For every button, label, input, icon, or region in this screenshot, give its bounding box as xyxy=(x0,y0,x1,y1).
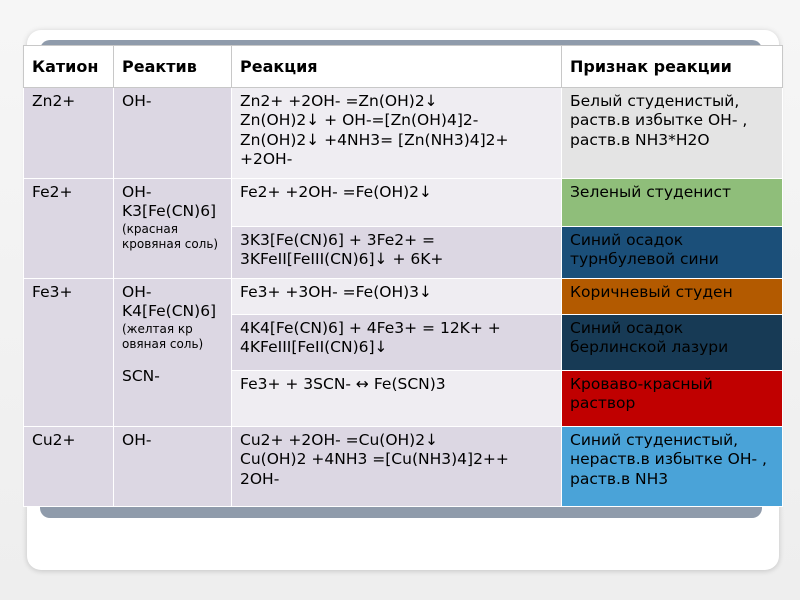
sign-text: Зеленый студенист xyxy=(570,183,732,201)
reaction-line: 4K4[Fe(CN)6] + 4Fe3+ = 12K+ + 4KFeIII[FeII(CN)6]↓ xyxy=(240,319,501,357)
sign-cell xyxy=(562,371,783,427)
cation-cell xyxy=(24,88,114,179)
reaction-cell xyxy=(232,427,562,507)
reagent-scn: SCN- xyxy=(122,366,160,385)
sign-cell xyxy=(562,179,783,227)
reaction-cell xyxy=(232,315,562,371)
sign-text: Коричневый студен xyxy=(570,283,733,301)
table-header-row xyxy=(24,46,783,88)
header-reagent: Реактив xyxy=(114,46,232,88)
cation-cell xyxy=(24,279,114,427)
reagent-cell xyxy=(114,88,232,179)
table-row xyxy=(24,179,783,227)
reagent-cell xyxy=(114,427,232,507)
reagent-oh: OH- xyxy=(122,183,152,201)
reaction-cell xyxy=(232,371,562,427)
table-row xyxy=(24,279,783,315)
reaction-cell xyxy=(232,179,562,227)
reaction-cell xyxy=(232,279,562,315)
reaction-line: Fe3+ +3OH- =Fe(OH)3↓ xyxy=(240,283,432,301)
sign-text: Кроваво-красный раствор xyxy=(570,375,713,413)
reagent-note: (красная кровяная соль) xyxy=(122,221,219,252)
sign-text: Белый студенистый, раств.в избытке OH- , раств.в NH3*H2O xyxy=(570,92,748,149)
sign-cell xyxy=(562,88,783,179)
reagent-yellow-salt: K4[Fe(CN)6] xyxy=(122,302,217,321)
reaction-cell xyxy=(232,227,562,279)
cation-cell xyxy=(24,179,114,279)
reagent-red-salt: K3[Fe(CN)6] xyxy=(122,202,217,221)
header-sign: Признак реакции xyxy=(562,46,783,88)
reaction-line: Fe2+ +2OH- =Fe(OH)2↓ xyxy=(240,183,432,201)
table-row xyxy=(24,427,783,507)
sign-cell xyxy=(562,279,783,315)
reactions-table xyxy=(23,45,783,507)
cation-zn: Zn2+ xyxy=(32,92,76,110)
sign-cell xyxy=(562,315,783,371)
sign-cell xyxy=(562,227,783,279)
reaction-line: Cu2+ +2OH- =Cu(OH)2↓ xyxy=(240,431,439,449)
reaction-line: Zn(OH)2↓ + OH-=[Zn(OH)4]2- xyxy=(240,111,479,130)
reaction-line: Cu(OH)2 +4NH3 =[Cu(NH3)4]2++ 2OH- xyxy=(240,450,509,488)
reagent-cell xyxy=(114,279,232,427)
reaction-line: Zn2+ +2OH- =Zn(OH)2↓ xyxy=(240,92,438,110)
cation-cell xyxy=(24,427,114,507)
header-reaction: Реакция xyxy=(232,46,562,88)
table-row xyxy=(24,88,783,179)
reaction-line: Zn(OH)2↓ +4NH3= [Zn(NH3)4]2+ +2OH- xyxy=(240,130,509,169)
reagent-oh: OH- xyxy=(122,431,152,449)
sign-text: Синий студенистый, нераств.в избытке OH- , раств.в NH3 xyxy=(570,431,767,488)
reagent-oh: OH- xyxy=(122,283,152,301)
sign-cell xyxy=(562,427,783,507)
reaction-cell xyxy=(232,88,562,179)
header-cation: Катион xyxy=(24,46,114,88)
sign-text: Синий осадок турнбулевой сини xyxy=(570,231,719,269)
cation-fe3: Fe3+ xyxy=(32,283,73,301)
cation-fe2: Fe2+ xyxy=(32,183,73,201)
reaction-line: 3K3[Fe(CN)6] + 3Fe2+ = 3KFeII[FeIII(CN)6]↓ + 6K+ xyxy=(240,231,444,269)
reaction-line: Fe3+ + 3SCN- ↔ Fe(SCN)3 xyxy=(240,375,446,393)
cation-cu: Cu2+ xyxy=(32,431,76,449)
reagent-note: (желтая кр овяная соль) xyxy=(122,321,204,352)
sign-text: Синий осадок берлинской лазури xyxy=(570,319,729,357)
reagent-oh: OH- xyxy=(122,92,152,110)
reagent-cell xyxy=(114,179,232,279)
